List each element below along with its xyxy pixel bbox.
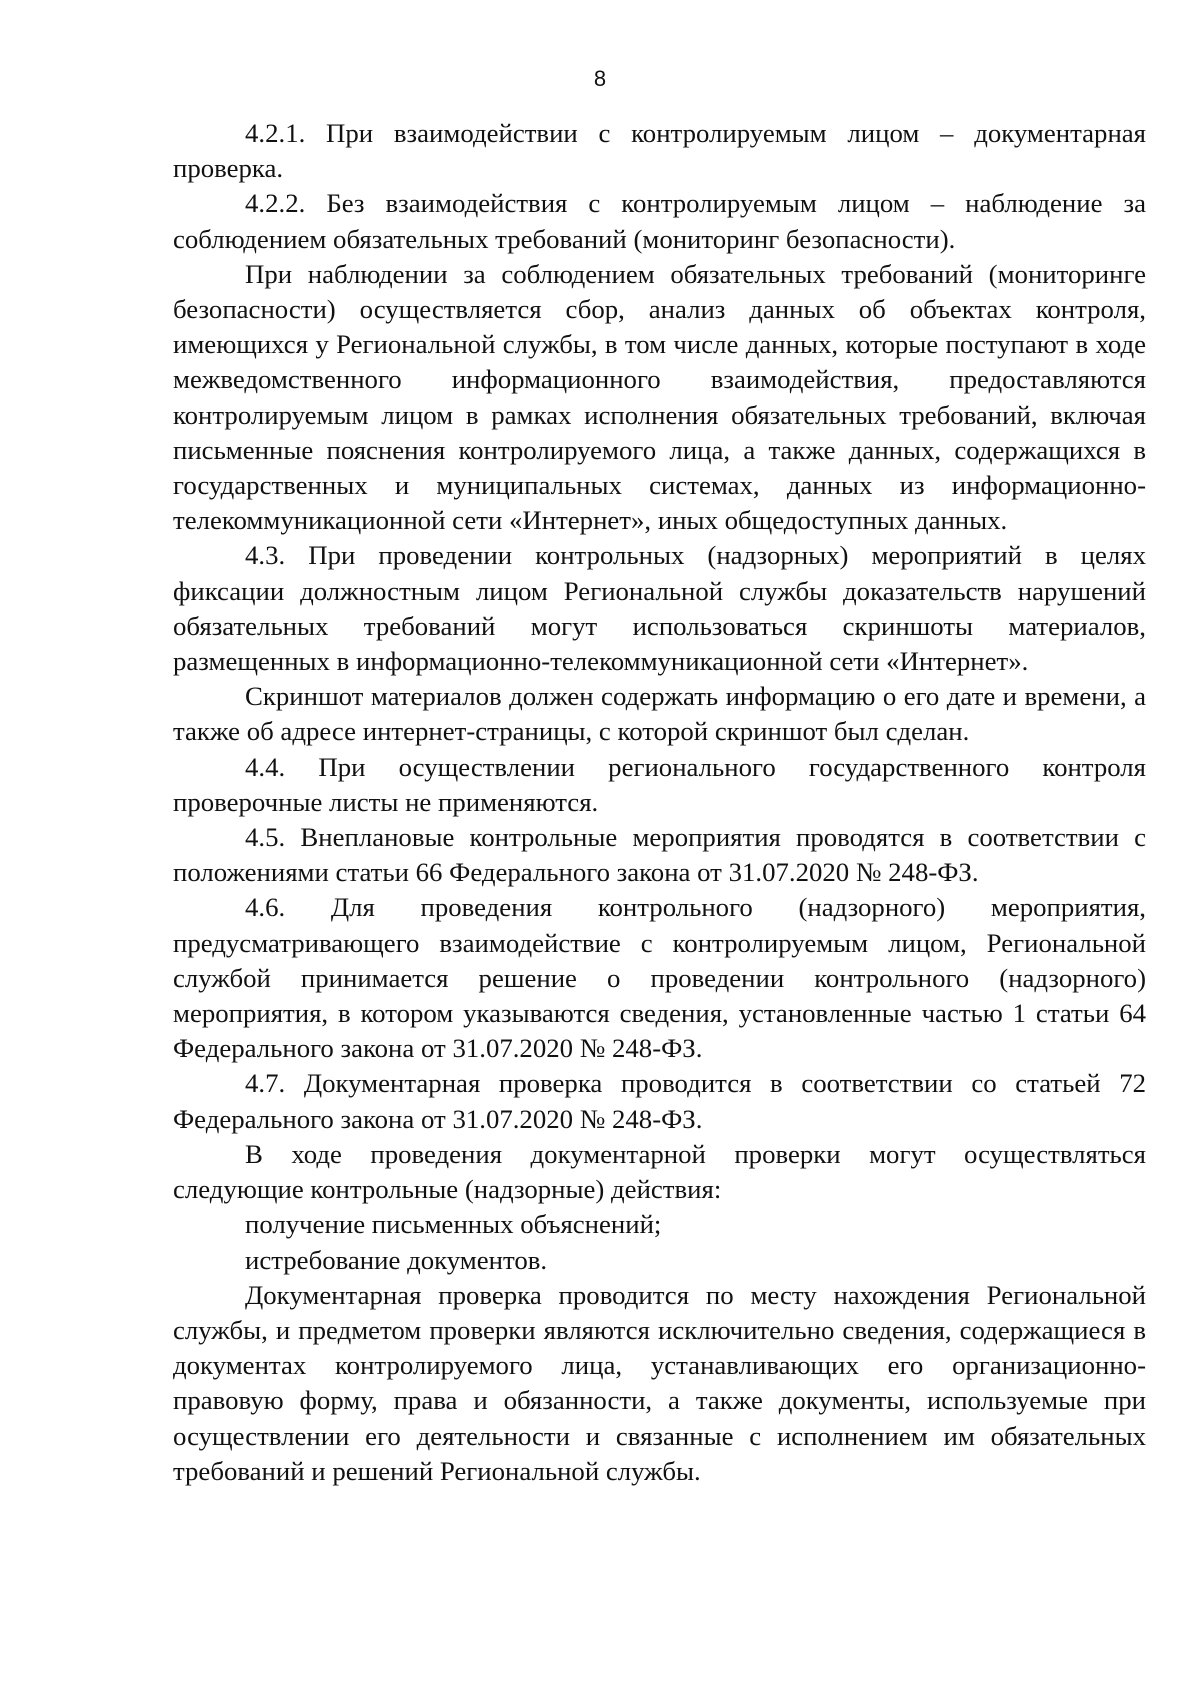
- list-item-explanations: получение письменных объяснений;: [245, 1209, 662, 1240]
- paragraph-4-6: 4.6. Для проведения контрольного (надзорного) мероприятия, предусматривающего взаимодействие с контролируемым лицом, Региональной службой принимается решение о проведении контрольного (надзорного) мероприятия, в котором указываются сведения, установленные частью 1 статьи 64 Федерального закона от 31.07.2020 № 248-ФЗ.: [173, 892, 1146, 1064]
- paragraph-4-2-1: 4.2.1. При взаимодействии с контролируемым лицом – документарная проверка.: [173, 118, 1146, 184]
- paragraph-screenshot: Скриншот материалов должен содержать информацию о его дате и времени, а также об адресе интернет-страницы, с которой скриншот был сделан.: [173, 681, 1146, 747]
- list-item-documents: истребование документов.: [245, 1244, 548, 1275]
- document-body: [173, 116, 1146, 1489]
- paragraph-4-2-2: 4.2.2. Без взаимодействия с контролируемым лицом – наблюдение за соблюдением обязательных требований (мониторинг безопасности).: [173, 188, 1146, 254]
- paragraph-4-5: 4.5. Внеплановые контрольные мероприятия проводятся в соответствии с положениями статьи 66 Федерального закона от 31.07.2020 № 248-ФЗ.: [173, 822, 1146, 888]
- page-number: 8: [593, 66, 607, 91]
- paragraph-4-4: 4.4. При осуществлении регионального государственного контроля проверочные листы не применяются.: [173, 751, 1146, 817]
- paragraph-inspection-actions: В ходе проведения документарной проверки могут осуществляться следующие контрольные (надзорные) действия:: [173, 1138, 1146, 1205]
- paragraph-monitoring: При наблюдении за соблюдением обязательных требований (мониторинге безопасности) осуществляется сбор, анализ данных об объектах контроля, имеющихся у Региональной службы, в том числе данных, которые поступают в ходе межведомственного информационного взаимодействия, предоставляются контролируемым лицом в рамках исполнения обязательных требований, включая письменные пояснения контролируемого лица, а также данных, содержащихся в государственных и муниципальных системах, данных из информационно-телекоммуникационной сети «Интернет», иных общедоступных данных.: [173, 258, 1146, 536]
- paragraph-4-7: 4.7. Документарная проверка проводится в соответствии со статьей 72 Федерального закона от 31.07.2020 № 248-ФЗ.: [173, 1068, 1146, 1134]
- paragraph-documentary-check: Документарная проверка проводится по месту нахождения Региональной службы, и предметом проверки являются исключительно сведения, содержащиеся в документах контролируемого лица, устанавливающих его организационно-правовую форму, права и обязанности, а также документы, используемые при осуществлении его деятельности и связанные с исполнением им обязательных требований и решений Региональной службы.: [173, 1279, 1146, 1486]
- paragraph-4-3: 4.3. При проведении контрольных (надзорных) мероприятий в целях фиксации должностным лицом Региональной службы доказательств нарушений обязательных требований могут использоваться скриншоты материалов, размещенных в информационно-телекоммуникационной сети «Интернет».: [173, 540, 1146, 677]
